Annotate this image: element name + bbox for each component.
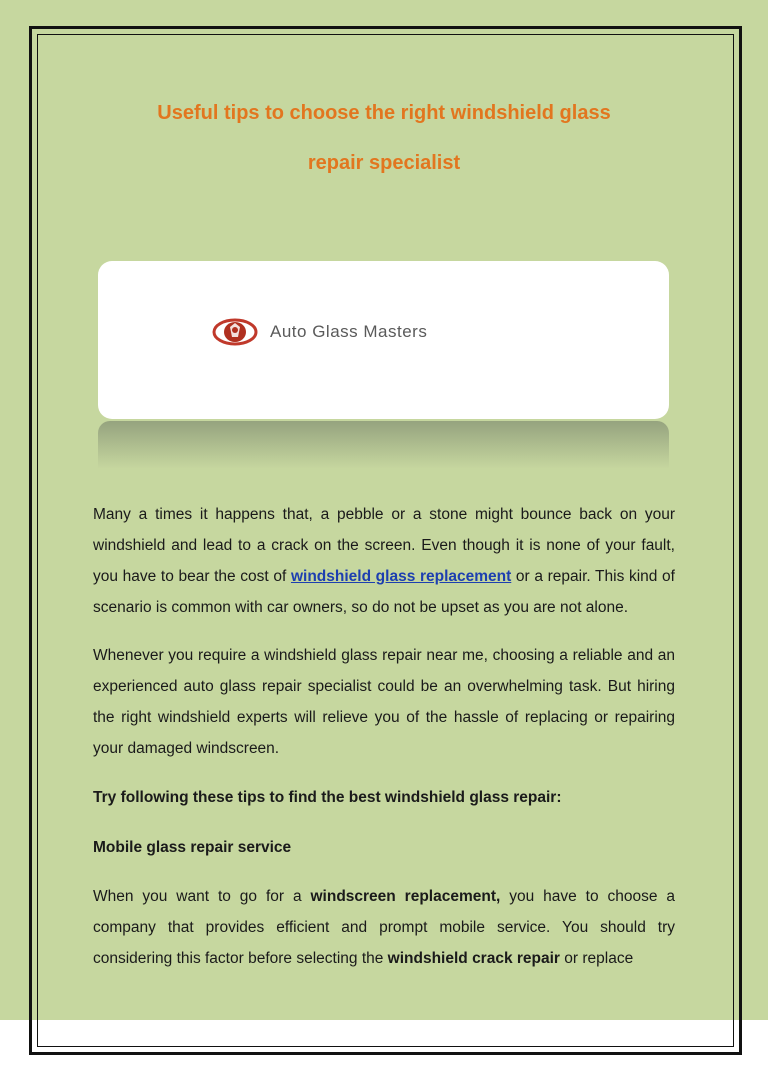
paragraph-mobile-text-2: you have to choose a company that provides efficient and prompt mobile service. You should try considering this factor before selecting the [93, 888, 675, 967]
paragraph-mobile-text-1: When you want to go for a [93, 888, 311, 905]
logo-reflection [98, 421, 669, 469]
logo [212, 317, 427, 347]
heading-mobile-service: Mobile glass repair service [93, 839, 292, 856]
paragraph-intro [93, 499, 675, 623]
paragraph-mobile-text-3: or replace [559, 950, 634, 967]
title-line-2: repair specialist [307, 152, 461, 174]
windshield-crack-repair-term: windshield crack repair [387, 950, 560, 967]
windshield-glass-replacement-link[interactable]: windshield glass replacement [290, 568, 512, 585]
paragraph-mobile-service [93, 881, 675, 973]
windscreen-replacement-term: windscreen replacement, [310, 888, 501, 905]
paragraph-intro-text-1: Many a times it happens that, a pebble or a stone might bounce back on your windshield and lead to a crack on the screen. Even though it is none of your fault, you have to bear the cost of [93, 506, 675, 585]
paragraph-experts: Whenever you require a windshield glass repair near me, choosing a reliable and an experienced auto glass repair specialist could be an overwhelming task. But hiring the right windshield experts will relieve you of the hassle of replacing or repairing your damaged windscreen. [93, 647, 675, 757]
auto-glass-logo-icon [212, 317, 258, 347]
paragraph-intro-text-2: or a repair. This kind of scenario is common with car owners, so do not be upset as you are not alone. [93, 568, 675, 616]
logo-text: Auto Glass Masters [270, 322, 428, 341]
document-title [60, 88, 708, 188]
title-line-1: Useful tips to choose the right windshield glass [157, 102, 611, 124]
heading-tips: Try following these tips to find the best windshield glass repair: [93, 789, 562, 806]
